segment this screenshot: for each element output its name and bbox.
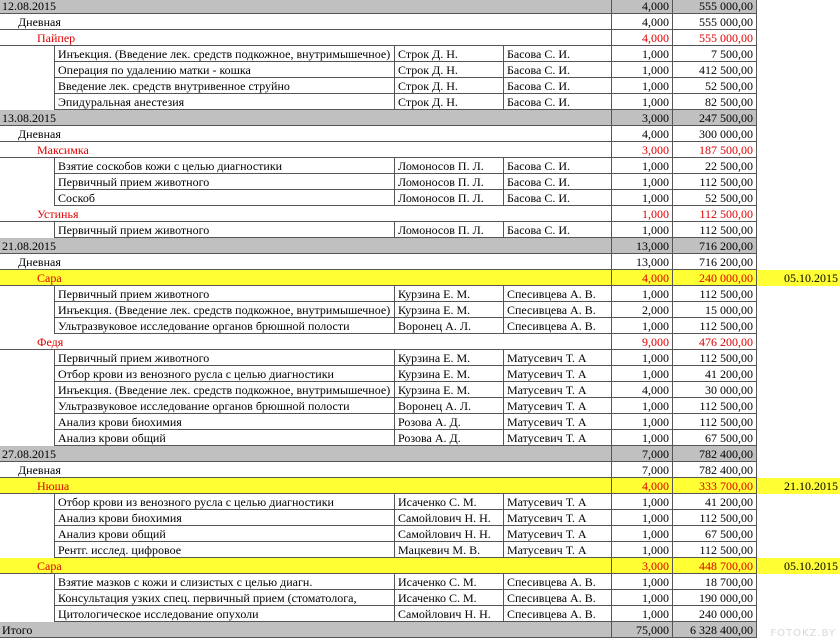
cell-assistant[interactable]: Басова С. И. [503, 158, 611, 174]
cell-quantity[interactable]: 1,000 [611, 94, 672, 110]
pet-row[interactable] [0, 478, 840, 494]
service-row[interactable] [0, 286, 840, 302]
cell-doctor[interactable]: Строк Д. Н. [394, 94, 503, 110]
cell-sum[interactable]: 15 000,00 [672, 302, 757, 318]
cell-doctor[interactable]: Курзина Е. М. [394, 286, 503, 302]
cell-quantity[interactable]: 4,000 [611, 478, 672, 494]
cell-assistant[interactable]: Басова С. И. [503, 94, 611, 110]
cell-name[interactable]: Ультразвуковое исследование органов брюшной полости [54, 318, 394, 334]
cell-quantity[interactable]: 4,000 [611, 382, 672, 398]
cell-doctor[interactable]: Самойлович Н. Н. [394, 510, 503, 526]
cell-name[interactable]: Итого [2, 623, 33, 637]
cell-sum[interactable]: 112 500,00 [672, 286, 757, 302]
cell-name[interactable]: Инъекция. (Введение лек. средств подкожное, внутримышечное) [54, 382, 394, 398]
cell-quantity[interactable]: 1,000 [611, 222, 672, 238]
cell-quantity[interactable]: 1,000 [611, 286, 672, 302]
pet-row[interactable] [0, 334, 840, 350]
service-row[interactable] [0, 78, 840, 94]
cell-name[interactable]: Нюша [37, 479, 70, 493]
cell-assistant[interactable]: Спесивцева А. В. [503, 590, 611, 606]
cell-name[interactable]: Рентг. исслед. цифровое [54, 542, 394, 558]
cell-sum[interactable]: 112 500,00 [672, 206, 757, 222]
pet-row[interactable] [0, 270, 840, 286]
cell-sum[interactable]: 716 200,00 [672, 254, 757, 270]
cell-quantity[interactable]: 1,000 [611, 190, 672, 206]
cell-name[interactable]: Инъекция. (Введение лек. средств подкожное, внутримышечное) [54, 46, 394, 62]
cell-sum[interactable]: 7 500,00 [672, 46, 757, 62]
cell-name[interactable]: 21.08.2015 [2, 239, 56, 253]
cell-name[interactable]: Операция по удалению матки - кошка [54, 62, 394, 78]
cell-sum[interactable]: 30 000,00 [672, 382, 757, 398]
cell-sum[interactable]: 476 200,00 [672, 334, 757, 350]
cell-quantity[interactable]: 1,000 [611, 526, 672, 542]
service-row[interactable] [0, 398, 840, 414]
cell-name[interactable]: Инъекция. (Введение лек. средств подкожное, внутримышечное) [54, 302, 394, 318]
cell-name[interactable]: Первичный прием животного [54, 286, 394, 302]
service-row[interactable] [0, 542, 840, 558]
cell-assistant[interactable]: Басова С. И. [503, 174, 611, 190]
cell-doctor[interactable]: Курзина Е. М. [394, 302, 503, 318]
cell-name[interactable]: Сара [37, 271, 62, 285]
cell-name[interactable]: Первичный прием животного [54, 350, 394, 366]
dep-row[interactable] [0, 462, 840, 478]
cell-doctor[interactable]: Строк Д. Н. [394, 46, 503, 62]
cell-name[interactable]: Цитологическое исследование опухоли [54, 606, 394, 622]
cell-quantity[interactable]: 1,000 [611, 398, 672, 414]
cell-name[interactable]: Ультразвуковое исследование органов брюшной полости [54, 398, 394, 414]
cell-doctor[interactable]: Самойлович Н. Н. [394, 526, 503, 542]
cell-assistant[interactable]: Матусевич Т. А [503, 510, 611, 526]
cell-quantity[interactable]: 7,000 [611, 446, 672, 462]
cell-name[interactable]: Отбор крови из венозного русла с целью диагностики [54, 366, 394, 382]
cell-sum[interactable]: 112 500,00 [672, 510, 757, 526]
service-row[interactable] [0, 366, 840, 382]
cell-quantity[interactable]: 4,000 [611, 30, 672, 46]
cell-assistant[interactable]: Басова С. И. [503, 62, 611, 78]
cell-sum[interactable]: 41 200,00 [672, 366, 757, 382]
cell-sum[interactable]: 247 500,00 [672, 110, 757, 126]
cell-doctor[interactable]: Исаченко С. М. [394, 590, 503, 606]
cell-name[interactable]: Первичный прием животного [54, 222, 394, 238]
cell-name[interactable]: Анализ крови биохимия [54, 510, 394, 526]
cell-quantity[interactable]: 1,000 [611, 494, 672, 510]
service-row[interactable] [0, 526, 840, 542]
cell-quantity[interactable]: 4,000 [611, 270, 672, 286]
cell-assistant[interactable]: Спесивцева А. В. [503, 606, 611, 622]
cell-sum[interactable]: 782 400,00 [672, 446, 757, 462]
cell-sum[interactable]: 22 500,00 [672, 158, 757, 174]
service-row[interactable] [0, 94, 840, 110]
cell-quantity[interactable]: 3,000 [611, 110, 672, 126]
cell-quantity[interactable]: 1,000 [611, 78, 672, 94]
cell-sum[interactable]: 112 500,00 [672, 542, 757, 558]
service-row[interactable] [0, 350, 840, 366]
cell-sum[interactable]: 300 000,00 [672, 126, 757, 142]
cell-quantity[interactable]: 1,000 [611, 174, 672, 190]
service-row[interactable] [0, 302, 840, 318]
cell-name[interactable]: Сара [37, 559, 62, 573]
cell-assistant[interactable]: Матусевич Т. А [503, 526, 611, 542]
date-row[interactable] [0, 238, 840, 254]
cell-quantity[interactable]: 4,000 [611, 126, 672, 142]
cell-quantity[interactable]: 4,000 [611, 0, 672, 14]
watermark: FOTOKZ.BY [770, 628, 836, 639]
cell-sum[interactable]: 67 500,00 [672, 526, 757, 542]
cell-quantity[interactable]: 1,000 [611, 318, 672, 334]
cell-name[interactable]: Эпидуральная анестезия [54, 94, 394, 110]
cell-quantity[interactable]: 1,000 [611, 46, 672, 62]
cell-doctor[interactable]: Розова А. Д. [394, 414, 503, 430]
dep-row[interactable] [0, 14, 840, 30]
cell-doctor[interactable]: Ломоносов П. Л. [394, 190, 503, 206]
cell-sum[interactable]: 716 200,00 [672, 238, 757, 254]
cell-sum[interactable]: 555 000,00 [672, 0, 757, 14]
cell-sum[interactable]: 555 000,00 [672, 30, 757, 46]
cell-sum[interactable]: 67 500,00 [672, 430, 757, 446]
cell-name[interactable]: Анализ крови общий [54, 430, 394, 446]
service-row[interactable] [0, 46, 840, 62]
cell-name[interactable]: Взятие соскобов кожи с целью диагностики [54, 158, 394, 174]
date-row[interactable] [0, 0, 840, 14]
cell-name[interactable]: Устинья [37, 207, 79, 221]
cell-assistant[interactable]: Басова С. И. [503, 78, 611, 94]
cell-assistant[interactable]: Спесивцева А. В. [503, 302, 611, 318]
cell-name[interactable]: 13.08.2015 [2, 111, 56, 125]
cell-assistant[interactable]: Матусевич Т. А [503, 414, 611, 430]
cell-sum[interactable]: 112 500,00 [672, 414, 757, 430]
cell-quantity[interactable]: 1,000 [611, 158, 672, 174]
cell-name[interactable]: Дневная [18, 15, 61, 29]
service-row[interactable] [0, 222, 840, 238]
service-row[interactable] [0, 590, 840, 606]
date-row[interactable] [0, 446, 840, 462]
cell-doctor[interactable]: Исаченко С. М. [394, 574, 503, 590]
cell-date[interactable]: 21.10.2015 [784, 479, 838, 493]
cell-quantity[interactable]: 1,000 [611, 414, 672, 430]
cell-sum[interactable]: 555 000,00 [672, 14, 757, 30]
cell-sum[interactable]: 112 500,00 [672, 318, 757, 334]
cell-name[interactable]: Соскоб [54, 190, 394, 206]
cell-sum[interactable]: 782 400,00 [672, 462, 757, 478]
cell-sum[interactable]: 112 500,00 [672, 398, 757, 414]
cell-name[interactable]: 27.08.2015 [2, 447, 56, 461]
cell-quantity[interactable]: 1,000 [611, 430, 672, 446]
cell-sum[interactable]: 333 700,00 [672, 478, 757, 494]
cell-name[interactable]: Анализ крови биохимия [54, 414, 394, 430]
cell-assistant[interactable]: Матусевич Т. А [503, 494, 611, 510]
cell-quantity[interactable]: 1,000 [611, 574, 672, 590]
total-row[interactable] [0, 622, 840, 638]
cell-quantity[interactable]: 7,000 [611, 462, 672, 478]
pet-row[interactable] [0, 558, 840, 574]
service-row[interactable] [0, 574, 840, 590]
cell-sum[interactable]: 190 000,00 [672, 590, 757, 606]
dep-row[interactable] [0, 254, 840, 270]
service-row[interactable] [0, 190, 840, 206]
pet-row[interactable] [0, 142, 840, 158]
cell-quantity[interactable]: 1,000 [611, 510, 672, 526]
cell-doctor[interactable]: Ломоносов П. Л. [394, 222, 503, 238]
cell-date[interactable]: 05.10.2015 [784, 559, 838, 573]
cell-sum[interactable]: 412 500,00 [672, 62, 757, 78]
cell-name[interactable]: Пайпер [37, 31, 76, 45]
cell-doctor[interactable]: Ломоносов П. Л. [394, 158, 503, 174]
cell-date[interactable]: 05.10.2015 [784, 271, 838, 285]
cell-doctor[interactable]: Розова А. Д. [394, 430, 503, 446]
pet-row[interactable] [0, 30, 840, 46]
cell-doctor[interactable]: Ломоносов П. Л. [394, 174, 503, 190]
cell-sum[interactable]: 448 700,00 [672, 558, 757, 574]
cell-quantity[interactable]: 1,000 [611, 542, 672, 558]
cell-sum[interactable]: 112 500,00 [672, 174, 757, 190]
service-row[interactable] [0, 382, 840, 398]
service-row[interactable] [0, 606, 840, 622]
cell-doctor[interactable]: Курзина Е. М. [394, 350, 503, 366]
cell-assistant[interactable]: Матусевич Т. А [503, 350, 611, 366]
cell-sum[interactable]: 52 500,00 [672, 78, 757, 94]
cell-name[interactable]: Максимка [37, 143, 89, 157]
cell-quantity[interactable]: 75,000 [611, 622, 672, 638]
cell-assistant[interactable]: Басова С. И. [503, 46, 611, 62]
cell-quantity[interactable]: 2,000 [611, 302, 672, 318]
cell-sum[interactable]: 240 000,00 [672, 270, 757, 286]
cell-assistant[interactable]: Матусевич Т. А [503, 398, 611, 414]
cell-assistant[interactable]: Басова С. И. [503, 222, 611, 238]
cell-sum[interactable]: 82 500,00 [672, 94, 757, 110]
date-row[interactable] [0, 110, 840, 126]
cell-quantity[interactable]: 1,000 [611, 350, 672, 366]
cell-assistant[interactable]: Матусевич Т. А [503, 542, 611, 558]
pet-row[interactable] [0, 206, 840, 222]
cell-name[interactable]: Анализ крови общий [54, 526, 394, 542]
cell-sum[interactable]: 112 500,00 [672, 350, 757, 366]
cell-quantity[interactable]: 1,000 [611, 366, 672, 382]
service-row[interactable] [0, 158, 840, 174]
cell-doctor[interactable]: Самойлович Н. Н. [394, 606, 503, 622]
dep-row[interactable] [0, 126, 840, 142]
cell-assistant[interactable]: Спесивцева А. В. [503, 574, 611, 590]
cell-sum[interactable]: 240 000,00 [672, 606, 757, 622]
cell-assistant[interactable]: Матусевич Т. А [503, 382, 611, 398]
cell-assistant[interactable]: Матусевич Т. А [503, 366, 611, 382]
cell-quantity[interactable]: 9,000 [611, 334, 672, 350]
cell-sum[interactable]: 18 700,00 [672, 574, 757, 590]
service-row[interactable] [0, 494, 840, 510]
cell-doctor[interactable]: Воронец А. Л. [394, 398, 503, 414]
service-row[interactable] [0, 430, 840, 446]
cell-name[interactable]: Дневная [18, 255, 61, 269]
service-row[interactable] [0, 174, 840, 190]
cell-quantity[interactable]: 3,000 [611, 558, 672, 574]
cell-name[interactable]: 12.08.2015 [2, 0, 56, 13]
cell-assistant[interactable]: Спесивцева А. В. [503, 318, 611, 334]
cell-quantity[interactable]: 1,000 [611, 206, 672, 222]
cell-name[interactable]: Федя [37, 335, 64, 349]
cell-quantity[interactable]: 13,000 [611, 238, 672, 254]
cell-quantity[interactable]: 1,000 [611, 590, 672, 606]
cell-doctor[interactable]: Мацкевич М. В. [394, 542, 503, 558]
cell-sum[interactable]: 52 500,00 [672, 190, 757, 206]
cell-assistant[interactable]: Спесивцева А. В. [503, 286, 611, 302]
cell-name[interactable]: Дневная [18, 463, 61, 477]
cell-doctor[interactable]: Курзина Е. М. [394, 382, 503, 398]
cell-name[interactable]: Отбор крови из венозного русла с целью диагностики [54, 494, 394, 510]
service-row[interactable] [0, 414, 840, 430]
cell-name[interactable]: Введение лек. средств внутривенное струйно [54, 78, 394, 94]
cell-sum[interactable]: 112 500,00 [672, 222, 757, 238]
cell-quantity[interactable]: 1,000 [611, 62, 672, 78]
cell-name[interactable]: Дневная [18, 127, 61, 141]
cell-name[interactable]: Первичный прием животного [54, 174, 394, 190]
cell-name[interactable]: Консультация узких спец. первичный прием (стоматолога, [54, 590, 394, 606]
cell-name[interactable]: Взятие мазков с кожи и слизистых с целью диагн. [54, 574, 394, 590]
cell-doctor[interactable]: Воронец А. Л. [394, 318, 503, 334]
cell-sum[interactable]: 6 328 400,00 [672, 622, 757, 638]
service-row[interactable] [0, 62, 840, 78]
cell-quantity[interactable]: 1,000 [611, 606, 672, 622]
cell-doctor[interactable]: Курзина Е. М. [394, 366, 503, 382]
cell-quantity[interactable]: 3,000 [611, 142, 672, 158]
cell-sum[interactable]: 41 200,00 [672, 494, 757, 510]
cell-doctor[interactable]: Строк Д. Н. [394, 78, 503, 94]
cell-doctor[interactable]: Строк Д. Н. [394, 62, 503, 78]
cell-assistant[interactable]: Матусевич Т. А [503, 430, 611, 446]
cell-quantity[interactable]: 13,000 [611, 254, 672, 270]
service-row[interactable] [0, 318, 840, 334]
cell-quantity[interactable]: 4,000 [611, 14, 672, 30]
cell-assistant[interactable]: Басова С. И. [503, 190, 611, 206]
cell-doctor[interactable]: Исаченко С. М. [394, 494, 503, 510]
service-row[interactable] [0, 510, 840, 526]
cell-sum[interactable]: 187 500,00 [672, 142, 757, 158]
